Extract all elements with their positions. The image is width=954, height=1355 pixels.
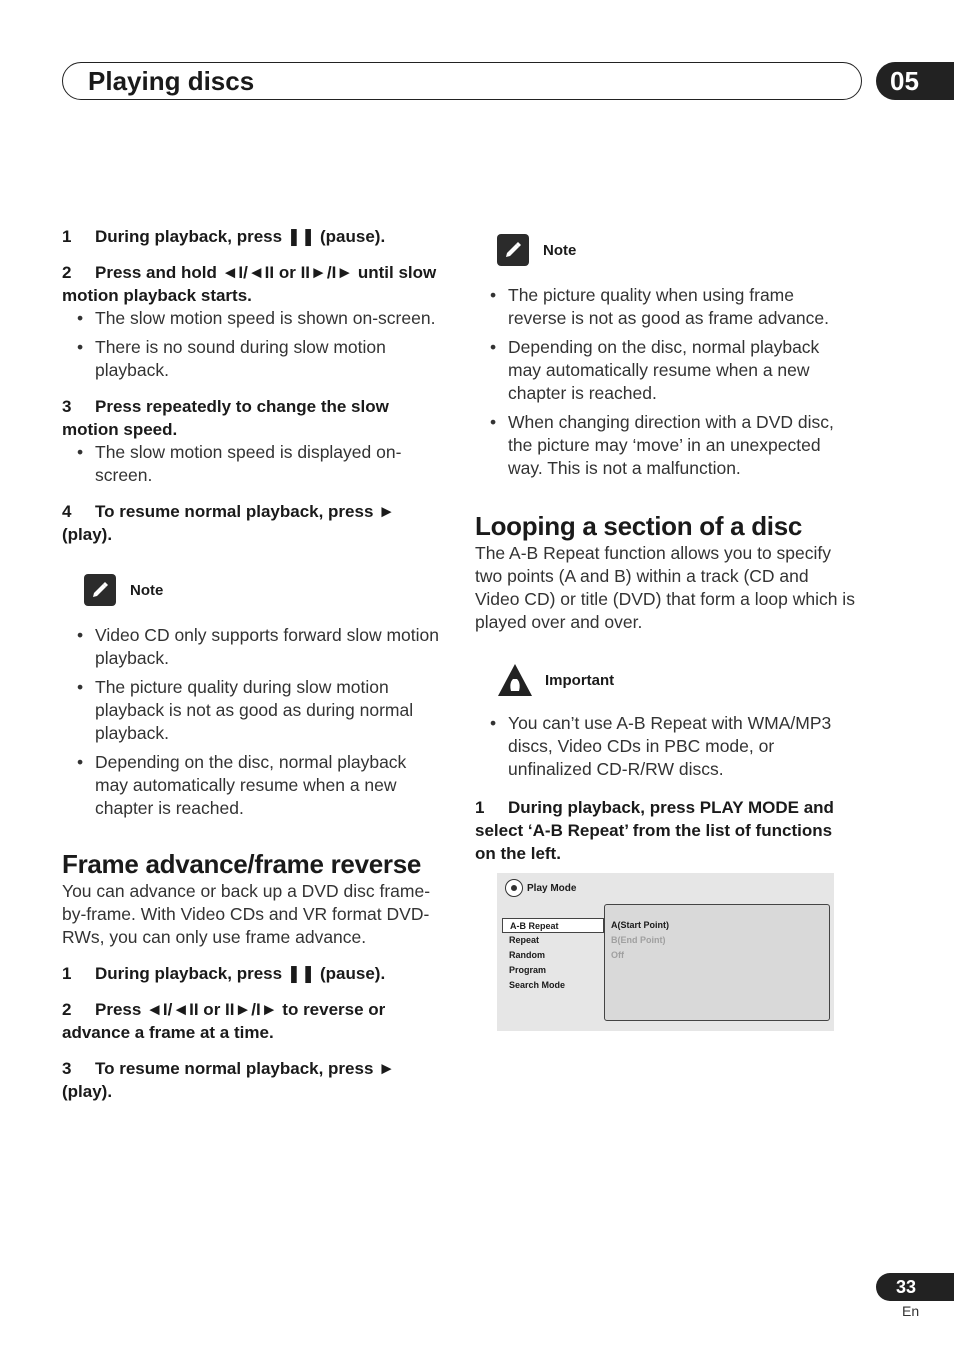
step: 1 During playback, press ❚❚ (pause). xyxy=(62,964,386,983)
menu-item-search-mode[interactable]: Search Mode xyxy=(509,980,566,990)
list-item: • Video CD only supports forward slow motion playback. xyxy=(62,624,442,670)
step: 3 To resume normal playback, press ► (play). xyxy=(62,1059,395,1101)
step: 4 To resume normal playback, press ► (play). xyxy=(62,502,395,544)
right-column xyxy=(475,225,855,865)
play-mode-screen xyxy=(497,873,834,1031)
list-item: • When changing direction with a DVD disc, the picture may ‘move’ in an unexpected way. This is not a malfunction. xyxy=(475,411,855,480)
list-item: • There is no sound during slow motion playback. xyxy=(62,336,442,382)
list-item: • The picture quality when using frame reverse is not as good as frame advance. xyxy=(475,284,855,330)
note-heading: Note xyxy=(84,572,442,608)
option-end-point[interactable]: B(End Point) xyxy=(611,935,666,945)
osd-title: Play Mode xyxy=(527,882,577,894)
osd-option-list xyxy=(611,918,669,963)
disc-icon xyxy=(505,879,523,897)
option-start-point[interactable]: A(Start Point) xyxy=(611,920,669,930)
osd-menu xyxy=(502,918,604,993)
menu-item-random[interactable]: Random xyxy=(509,950,545,960)
page-number: 33 xyxy=(876,1273,954,1301)
pencil-icon xyxy=(84,574,116,606)
list-item: • Depending on the disc, normal playback may automatically resume when a new chapter is reached. xyxy=(62,751,442,820)
list-item: • Depending on the disc, normal playback may automatically resume when a new chapter is reached. xyxy=(475,336,855,405)
section-paragraph: You can advance or back up a DVD disc frame-by-frame. With Video CDs and VR format DVD-RWs, you can only use frame advance. xyxy=(62,881,431,947)
note-heading: Note xyxy=(497,232,855,268)
important-heading: Important xyxy=(497,662,855,698)
section-heading: Frame advance/frame reverse xyxy=(62,849,422,879)
step: 2 Press and hold ◄I/◄II or II►/I► until slow motion playback starts. xyxy=(62,263,437,305)
menu-item-program[interactable]: Program xyxy=(509,965,547,975)
list-item: • The picture quality during slow motion playback is not as good as during normal playback. xyxy=(62,676,442,745)
menu-item-repeat[interactable]: Repeat xyxy=(509,935,540,945)
note-list xyxy=(475,284,855,480)
chapter-number: 05 xyxy=(876,62,954,100)
menu-item-ab-repeat[interactable]: A-B Repeat xyxy=(502,918,604,933)
step: 1 During playback, press ❚❚ (pause). xyxy=(62,227,386,246)
page-language: En xyxy=(902,1303,920,1319)
step: 3 Press repeatedly to change the slow motion speed. xyxy=(62,397,389,439)
pencil-icon xyxy=(497,234,529,266)
page-title: Playing discs xyxy=(88,66,255,96)
important-list xyxy=(475,712,855,781)
note-list xyxy=(62,624,442,820)
osd-header xyxy=(505,879,576,897)
bullet-list xyxy=(62,441,442,487)
warning-icon xyxy=(497,663,533,697)
list-item: • The slow motion speed is shown on-screen. xyxy=(62,307,442,330)
option-off[interactable]: Off xyxy=(611,950,624,960)
step: 2 Press ◄I/◄II or II►/I► to reverse or advance a frame at a time. xyxy=(62,1000,386,1042)
list-item: • You can’t use A-B Repeat with WMA/MP3 discs, Video CDs in PBC mode, or unfinalized CD-R/RW discs. xyxy=(475,712,855,781)
left-column xyxy=(62,225,442,1103)
step: 1 During playback, press PLAY MODE and select ‘A-B Repeat’ from the list of functions on the left. xyxy=(475,798,834,863)
section-paragraph: The A-B Repeat function allows you to specify two points (A and B) within a track (CD and Video CD) or title (DVD) that form a loop which is played over and over. xyxy=(475,543,855,632)
bullet-list xyxy=(62,307,442,382)
list-item: • The slow motion speed is displayed on-screen. xyxy=(62,441,442,487)
section-heading: Looping a section of a disc xyxy=(475,511,803,541)
